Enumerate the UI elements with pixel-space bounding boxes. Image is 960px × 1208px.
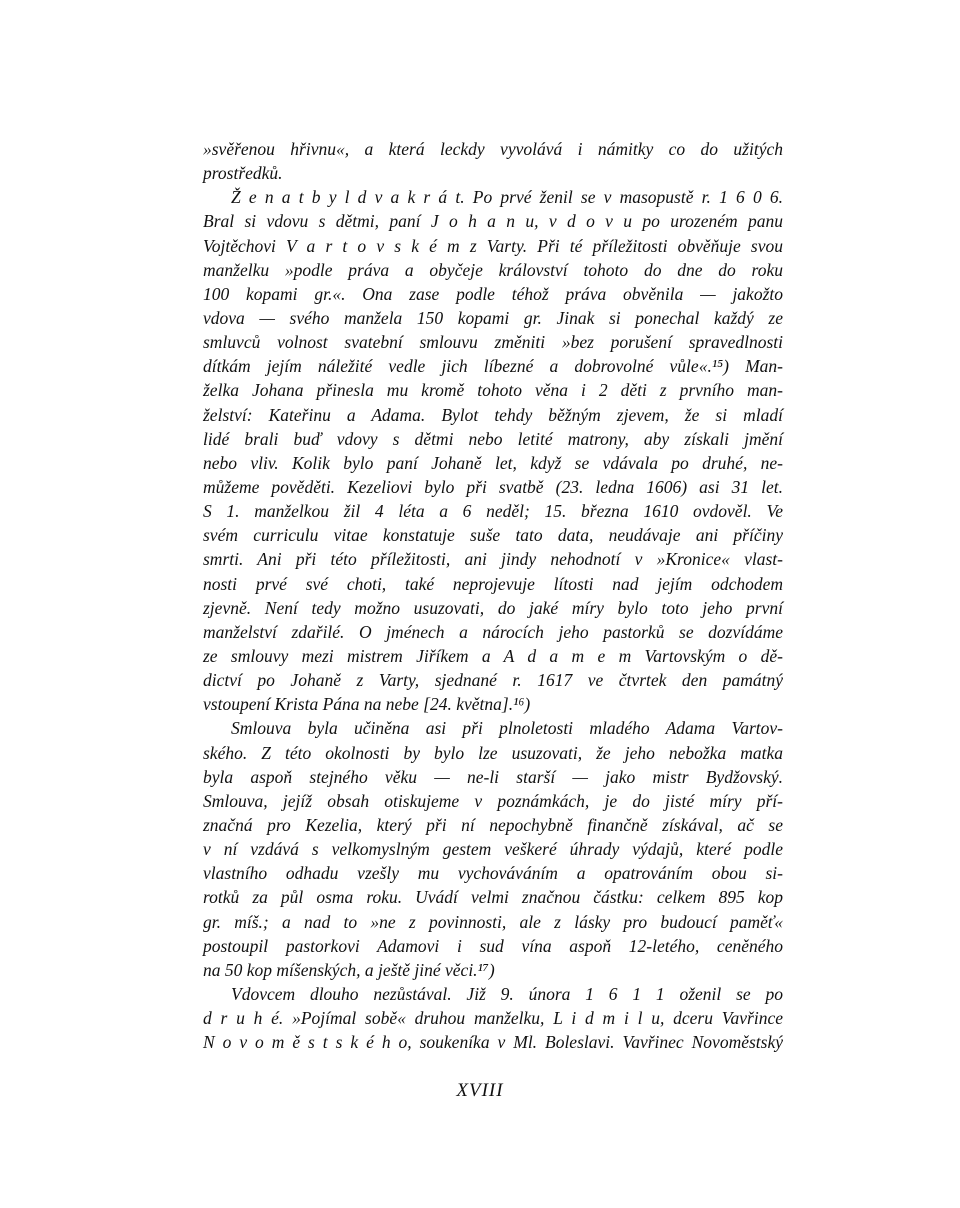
body-text bbox=[203, 137, 783, 1054]
text-line: dítkám jejím náležité vedle jich líbezné a dobrovolné vůle«.¹⁵) Man- bbox=[203, 356, 783, 377]
text-line: ského. Z této okolnosti by bylo lze usuzovati, že jeho nebožka matka bbox=[203, 742, 783, 763]
text-line: vstoupení Krista Pána na nebe [24. května].¹⁶) bbox=[203, 694, 531, 715]
text-line: manželku »podle práva a obyčeje království tohoto do dne do roku bbox=[203, 259, 783, 280]
text-line: manželství zdařilé. O jménech a nárocích jeho pastorků se dozvídáme bbox=[203, 621, 783, 642]
text-line: v ní vzdává s velkomyslným gestem veškeré úhrady výdajů, které podle bbox=[203, 839, 783, 860]
paragraph-start-line: Smlouva byla učiněna asi při plnoletosti mladého Adama Vartov- bbox=[231, 718, 783, 739]
text-line: 100 kopami gr.«. Ona zase podle téhož práva obvěnila — jakožto bbox=[203, 283, 783, 304]
page-number: XVIII bbox=[456, 1080, 504, 1101]
text-line: želství: Kateřinu a Adama. Bylot tehdy běžným zjevem, že si mladí bbox=[203, 404, 783, 425]
text-line: postoupil pastorkovi Adamovi i sud vína aspoň 12-letého, ceněného bbox=[203, 935, 783, 956]
paragraph-start-line: Ž e n a t b y l d v a k r á t. Po prvé ženil se v masopustě r. 1 6 0 6. bbox=[231, 187, 783, 208]
text-line: svém curriculu vitae konstatuje suše tato data, neudávaje ani příčiny bbox=[203, 525, 783, 546]
text-line: želka Johana přinesla mu kromě tohoto věna i 2 děti z prvního man- bbox=[203, 380, 783, 401]
text-line: dictví po Johaně z Varty, sjednané r. 1617 ve čtvrtek den památný bbox=[203, 670, 783, 691]
text-line: S 1. manželkou žil 4 léta a 6 neděl; 15. března 1610 ovdověl. Ve bbox=[203, 501, 783, 522]
text-line: byla aspoň stejného věku — ne-li starší — jako mistr Bydžovský. bbox=[203, 766, 783, 787]
text-line: gr. míš.; a nad to »ne z povinnosti, ale z lásky pro budoucí paměť« bbox=[203, 911, 783, 932]
text-line: smluvců volnost svatební smlouvu změniti »bez porušení spravedlnosti bbox=[203, 332, 783, 353]
text-line: rotků za půl osma roku. Uvádí velmi značnou částku: celkem 895 kop bbox=[203, 887, 783, 908]
paragraph-start-line: Vdovcem dlouho nezůstával. Již 9. února 1 6 1 1 oženil se po bbox=[231, 983, 783, 1004]
text-line: vlastního odhadu vzešly mu vychováváním a opatrováním obou si- bbox=[203, 863, 783, 884]
text-line: d r u h é. »Pojímal sobě« druhou manželku, L i d m i l u, dceru Vavřince bbox=[203, 1008, 783, 1029]
text-line: vdova — svého manžela 150 kopami gr. Jinak si ponechal každý ze bbox=[203, 307, 783, 328]
text-line: ze smlouvy mezi mistrem Jiříkem a A d a m e m Vartovským o dě- bbox=[203, 645, 783, 666]
text-line: nosti prvé své choti, také neprojevuje lítosti nad jejím odchodem bbox=[203, 573, 783, 594]
text-line: lidé brali buď vdovy s dětmi nebo letité matrony, aby získali jmění bbox=[203, 428, 783, 449]
text-line: prostředků. bbox=[203, 163, 283, 184]
text-line: Smlouva, jejíž obsah otiskujeme v poznámkách, je do jisté míry pří- bbox=[203, 790, 783, 811]
text-line: »svěřenou hřivnu«, a která leckdy vyvolává i námitky co do užitých bbox=[203, 139, 783, 159]
text-line: smrti. Ani při této příležitosti, ani jindy nehodnotí v »Kronice« vlast- bbox=[203, 549, 783, 570]
text-line: nebo vliv. Kolik bylo paní Johaně let, když se vdávala po druhé, ne- bbox=[203, 452, 783, 473]
text-line: značná pro Kezelia, který při ní nepochybně finančně získával, ač se bbox=[203, 814, 783, 835]
text-line: Vojtěchovi V a r t o v s k é m z Varty. Při té příležitosti obvěňuje svou bbox=[203, 235, 783, 256]
text-line: N o v o m ě s t s k é h o, soukeníka v Ml. Boleslavi. Vavřinec Novoměstský bbox=[203, 1032, 783, 1053]
text-line: zjevně. Není tedy možno usuzovati, do jaké míry bylo toto jeho první bbox=[203, 597, 783, 618]
text-line: Bral si vdovu s dětmi, paní J o h a n u, v d o v u po urozeném panu bbox=[203, 211, 783, 232]
text-line: můžeme pověděti. Kezeliovi bylo při svatbě (23. ledna 1606) asi 31 let. bbox=[203, 476, 783, 497]
text-line: na 50 kop míšenských, a ještě jiné věci.¹⁷) bbox=[203, 959, 495, 980]
